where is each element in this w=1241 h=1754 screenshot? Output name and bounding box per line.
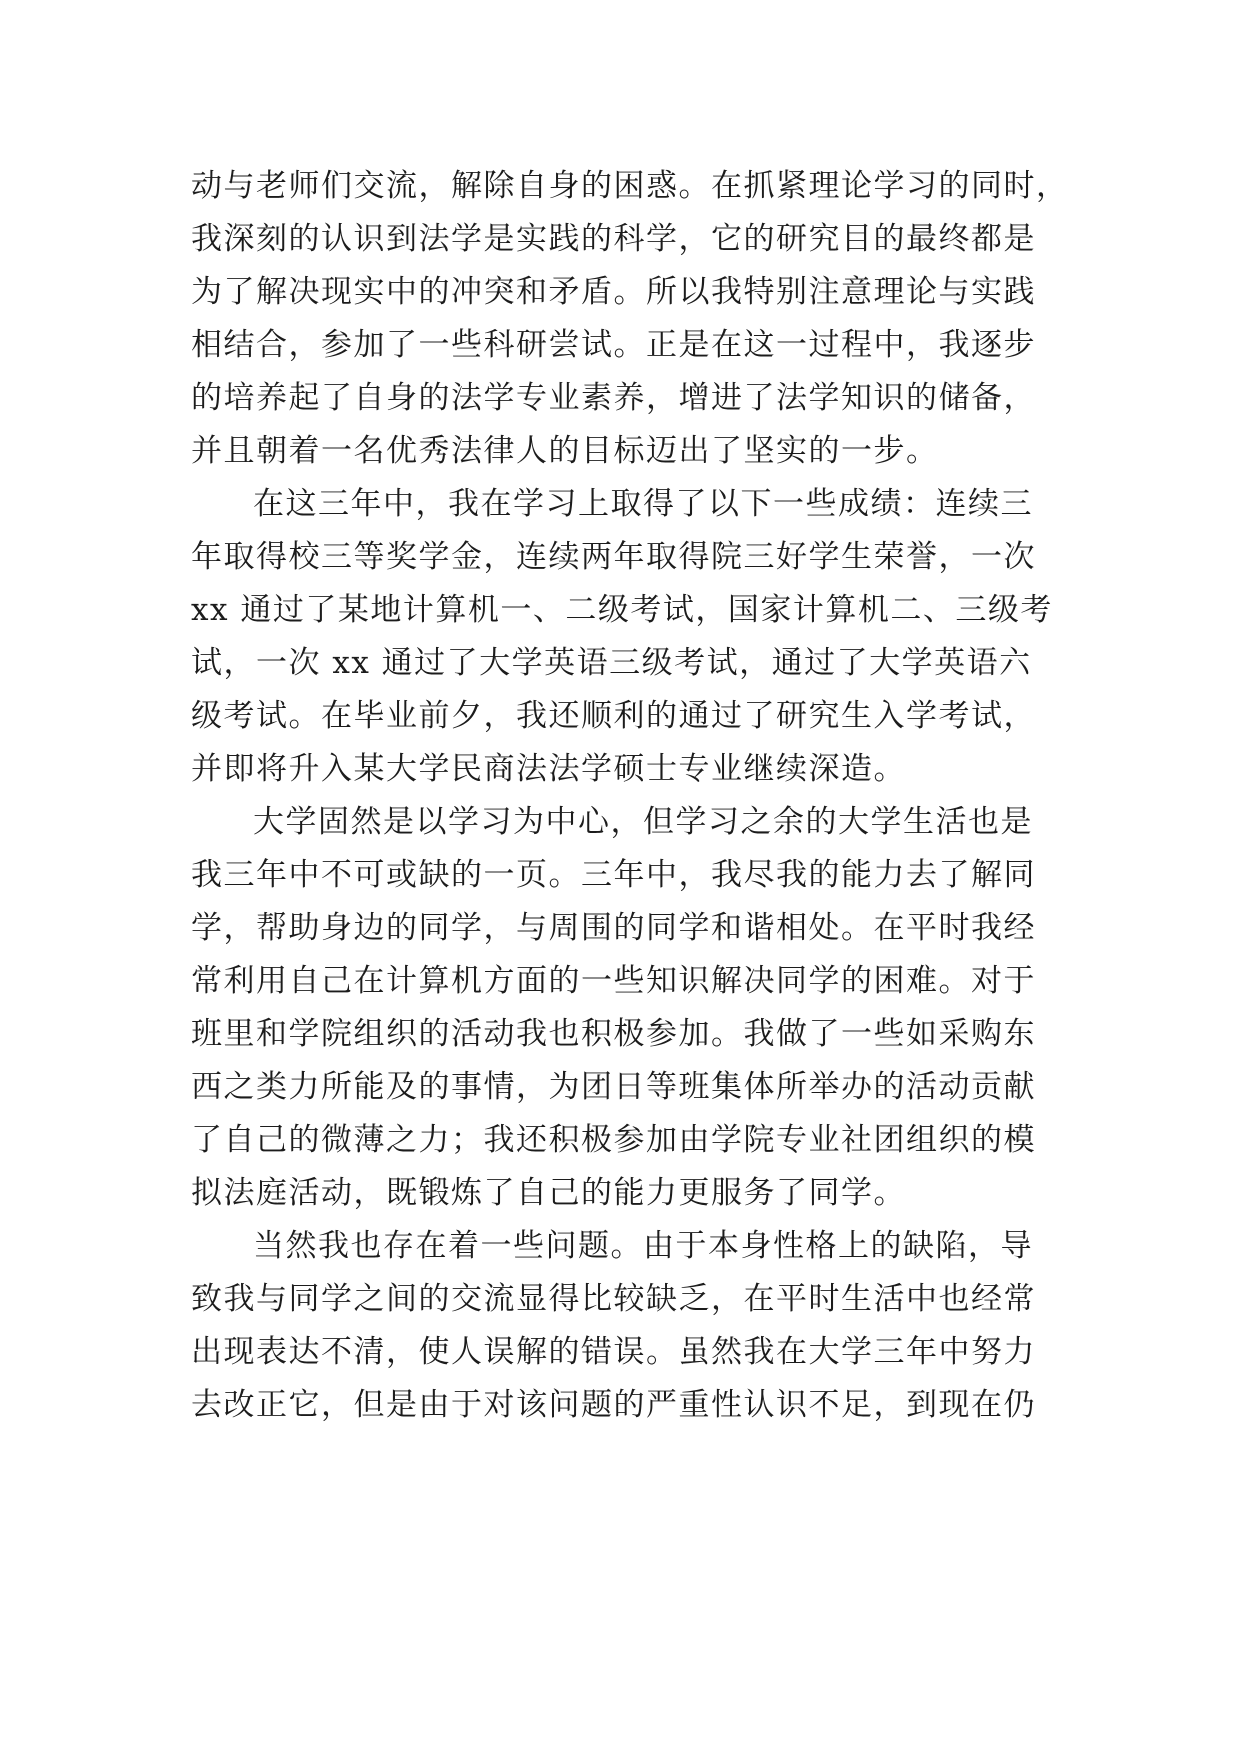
text-line: 出现表达不清，使人误解的错误。虽然我在大学三年中努力 [191, 1334, 1036, 1370]
text-line: 动与老师们交流，解除自身的困惑。在抓紧理论学习的同时， [191, 168, 1069, 204]
text-line: 西之类力所能及的事情，为团日等班集体所举办的活动贡献 [191, 1069, 1036, 1105]
text-line: 我深刻的认识到法学是实践的科学，它的研究目的最终都是 [191, 221, 1036, 257]
text-line: 致我与同学之间的交流显得比较缺乏，在平时生活中也经常 [191, 1281, 1036, 1317]
text-line: xx 通过了某地计算机一、二级考试，国家计算机二、三级考 [191, 592, 1053, 628]
text-line: 为了解决现实中的冲突和矛盾。所以我特别注意理论与实践 [191, 274, 1036, 310]
text-line: 班里和学院组织的活动我也积极参加。我做了一些如采购东 [191, 1016, 1036, 1052]
text-line: 拟法庭活动，既锻炼了自己的能力更服务了同学。 [191, 1175, 906, 1211]
paragraph [191, 796, 1051, 1220]
text-line: 了自己的微薄之力；我还积极参加由学院专业社团组织的模 [191, 1122, 1036, 1158]
text-line: 在这三年中，我在学习上取得了以下一些成绩：连续三 [253, 486, 1033, 522]
text-line: 的培养起了自身的法学专业素养，增进了法学知识的储备， [191, 380, 1036, 416]
text-line: 年取得校三等奖学金，连续两年取得院三好学生荣誉，一次 [191, 539, 1036, 575]
text-line: 学，帮助身边的同学，与周围的同学和谐相处。在平时我经 [191, 910, 1036, 946]
paragraph [191, 1220, 1051, 1432]
text-line: 试，一次 xx 通过了大学英语三级考试，通过了大学英语六 [191, 645, 1032, 681]
paragraph [191, 160, 1069, 478]
paragraph [191, 478, 1051, 796]
document-body [191, 160, 1069, 1432]
text-line: 当然我也存在着一些问题。由于本身性格上的缺陷，导 [253, 1228, 1033, 1264]
text-line: 相结合，参加了一些科研尝试。正是在这一过程中，我逐步 [191, 327, 1036, 363]
text-line: 并且朝着一名优秀法律人的目标迈出了坚实的一步。 [191, 433, 939, 469]
text-line: 常利用自己在计算机方面的一些知识解决同学的困难。对于 [191, 963, 1036, 999]
text-line: 我三年中不可或缺的一页。三年中，我尽我的能力去了解同 [191, 857, 1036, 893]
text-line: 去改正它，但是由于对该问题的严重性认识不足，到现在仍 [191, 1387, 1036, 1423]
text-line: 级考试。在毕业前夕，我还顺利的通过了研究生入学考试， [191, 698, 1036, 734]
text-line: 大学固然是以学习为中心，但学习之余的大学生活也是 [253, 804, 1033, 840]
text-line: 并即将升入某大学民商法法学硕士专业继续深造。 [191, 751, 906, 787]
